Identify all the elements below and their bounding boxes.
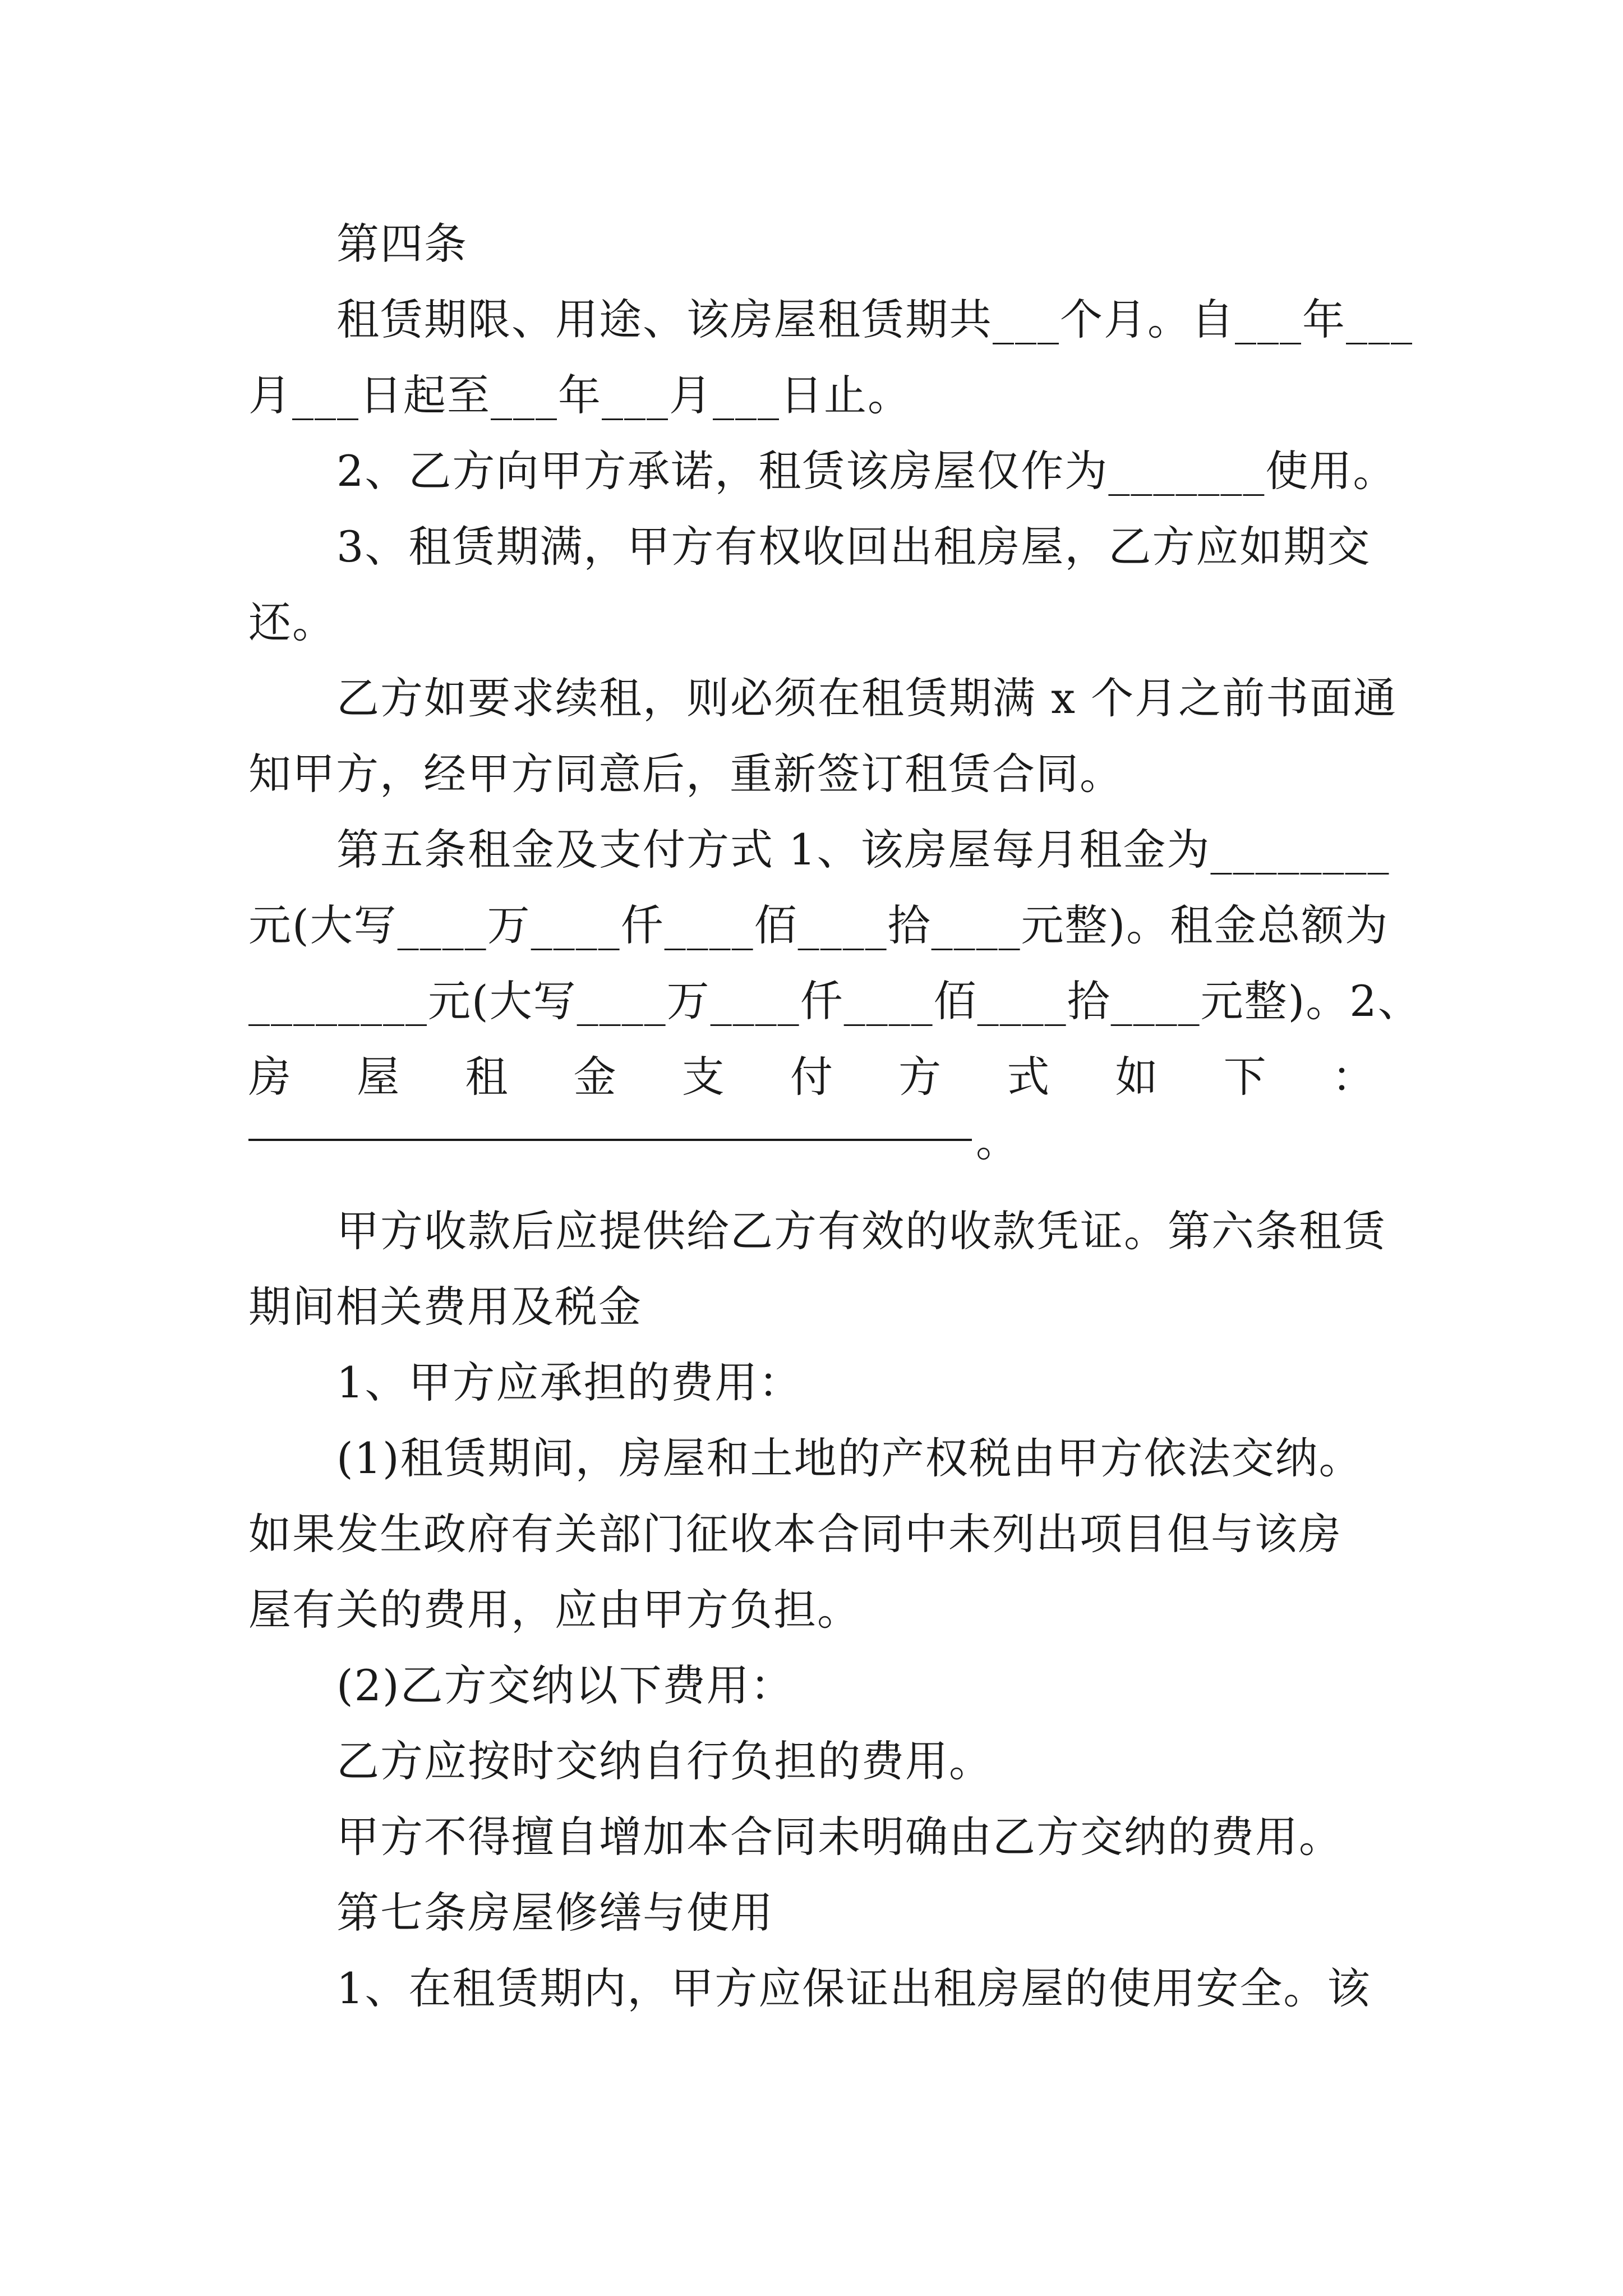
article-4-heading: 第四条 — [336, 219, 468, 269]
text-line: 乙方如要求续租，则必须在租赁期满 x 个月之前书面通 — [336, 673, 1398, 723]
text-line: 屋有关的费用，应由甲方负担。 — [248, 1585, 861, 1635]
text-line: 知甲方，经甲方同意后，重新签订租赁合同。 — [248, 749, 1123, 799]
spread-char: 租 — [465, 1052, 509, 1102]
text-line: (1)租赁期间，房屋和土地的产权税由甲方依法交纳。 — [336, 1433, 1363, 1483]
text-line: ________元(大写____万____仟____佰____拾____元整)。2、 — [248, 976, 1422, 1026]
text-line: 第五条租金及支付方式 1、该房屋每月租金为________ — [336, 825, 1390, 875]
spread-char: 式 — [1007, 1052, 1051, 1102]
text-line: 2、乙方向甲方承诺，租赁该房屋仅作为_______使用。 — [336, 446, 1397, 496]
text-line: 如果发生政府有关部门征收本合同中未列出项目但与该房 — [248, 1509, 1342, 1559]
text-line: 期间相关费用及税金 — [248, 1282, 642, 1332]
text-line: 还。 — [248, 597, 336, 647]
text-line: 3、租赁期满，甲方有权收回出租房屋，乙方应如期交 — [336, 522, 1371, 572]
text-line: 月___日起至___年___月___日止。 — [248, 370, 911, 420]
text-line: 乙方应按时交纳自行负担的费用。 — [336, 1736, 993, 1786]
spread-char: 支 — [681, 1052, 726, 1102]
payment-method-line — [248, 1049, 1376, 1105]
spread-char: 金 — [573, 1052, 617, 1102]
text-line: (2)乙方交纳以下费用： — [336, 1660, 794, 1710]
text-line: 1、甲方应承担的费用： — [336, 1358, 803, 1407]
spread-char: 屋 — [357, 1052, 401, 1102]
payment-method-blank — [248, 1139, 972, 1141]
article-7-heading: 第七条房屋修缮与使用 — [336, 1888, 774, 1938]
blank-line-period: 。 — [976, 1116, 1018, 1166]
spread-char: 下 — [1223, 1052, 1267, 1102]
spread-char: ： — [1331, 1052, 1376, 1102]
text-line: 甲方收款后应提供给乙方有效的收款凭证。第六条租赁 — [336, 1206, 1386, 1256]
spread-char: 付 — [790, 1052, 834, 1102]
text-line: 元(大写____万____仟____佰____拾____元整)。租金总额为 — [248, 900, 1389, 950]
text-line: 甲方不得擅自增加本合同未明确由乙方交纳的费用。 — [336, 1812, 1343, 1862]
text-line: 1、在租赁期内，甲方应保证出租房屋的使用安全。该 — [336, 1963, 1371, 2013]
spread-char: 方 — [898, 1052, 943, 1102]
spread-char: 房 — [248, 1052, 292, 1102]
text-line: 租赁期限、用途、该房屋租赁期共___个月。自___年___ — [336, 295, 1413, 344]
spread-char: 如 — [1115, 1052, 1159, 1102]
